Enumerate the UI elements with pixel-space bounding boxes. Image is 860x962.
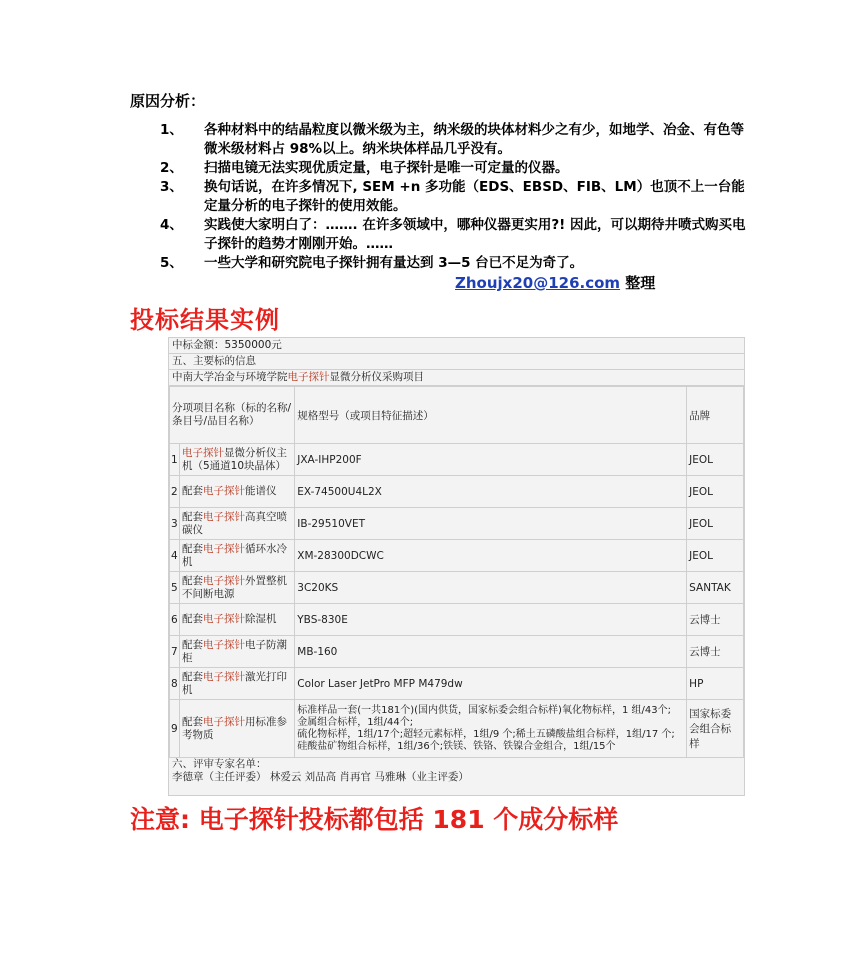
author-suffix: 整理 (620, 274, 656, 292)
expert-list: 李德章（主任评委） 林爱云 刘品高 肖再官 马雅琳（业主评委） (172, 771, 469, 783)
table-row: 8 配套电子探针激光打印机 Color Laser JetPro MFP M479dw HP (170, 668, 744, 700)
list-item: 5、 一些大学和研究院电子探针拥有量达到 3—5 台已不足为奇了。 (160, 255, 584, 271)
table-row: 2 配套电子探针能谱仪 EX-74500U4L2X JEOL (170, 476, 744, 508)
section-title: 投标结果实例 (130, 306, 280, 334)
table-row: 3 配套电子探针高真空喷碳仪 IB-29510VET JEOL (170, 508, 744, 540)
table-row: 4 配套电子探针循环水冷机 XM-28300DCWC JEOL (170, 540, 744, 572)
analysis-heading: 原因分析： (130, 92, 206, 110)
section-five-heading: 五、主要标的信息 (169, 354, 744, 370)
table-row: 7 配套电子探针电子防潮柜 MB-160 云博士 (170, 636, 744, 668)
analysis-list (130, 121, 750, 273)
table-row: 5 配套电子探针外置整机不间断电源 3C20KS SANTAK (170, 572, 744, 604)
reason-analysis (130, 90, 750, 273)
note-banner: 注意: 电子探针投标都包括 181 个成分标样 (130, 805, 619, 834)
project-title: 中南大学冶金与环境学院电子探针显微分析仪采购项目 (169, 370, 744, 386)
bid-result-screenshot (168, 337, 745, 796)
list-item: 3、 换句话说，在许多情况下, SEM +n 多功能（EDS、EBSD、FIB、LM）也顶不上一台能定量分析的电子探针的使用效能。 (160, 179, 745, 214)
header-brand: 品牌 (687, 387, 744, 444)
section-six-heading: 六、评审专家名单： (172, 758, 267, 770)
header-model: 规格型号（或项目特征描述） (295, 387, 687, 444)
list-item: 1、 各种材料中的结晶粒度以微米级为主，纳米级的块体材料少之有少，如地学、冶金、有色等微米级材料占 98%以上。纳米块体样品几乎没有。 (160, 122, 744, 157)
table-row: 9 配套电子探针用标准参考物质 标准样品一套(一共181个)(国内供货，国家标委会组合标样)氧化物标样，1 组/43个; 金属组合标样，1组/44个; 硫化物标样，1组/17个;超轻元素标样，1组/9 个;稀土五磷酸盐组合标样，1组/17 个; 硅酸盐矿物组合标样，1组/36个;铁镁、铁铬、铁镍合金组合，1组/15个 国家标委会组合标样 (170, 700, 744, 758)
list-item: 4、 实践使大家明白了：……. 在许多领域中，哪种仪器更实用?! 因此，可以期待井喷式购买电子探针的趋势才刚刚开始。…… (160, 217, 746, 252)
table-header-row (170, 387, 744, 444)
table-row: 6 配套电子探针除湿机 YBS-830E 云博士 (170, 604, 744, 636)
table-row: 1 电子探针显微分析仪主机（5通道10块晶体） JXA-IHP200F JEOL (170, 444, 744, 476)
author-credit (455, 272, 655, 293)
list-item: 2、 扫描电镜无法实现优质定量，电子探针是唯一可定量的仪器。 (160, 160, 569, 176)
header-name: 分项项目名称（标的名称/条目号/品目名称） (170, 387, 295, 444)
author-email-link[interactable]: Zhoujx20@126.com (455, 274, 621, 292)
bid-items-table (169, 386, 744, 758)
bid-amount: 中标金额：5350000元 (169, 338, 744, 354)
